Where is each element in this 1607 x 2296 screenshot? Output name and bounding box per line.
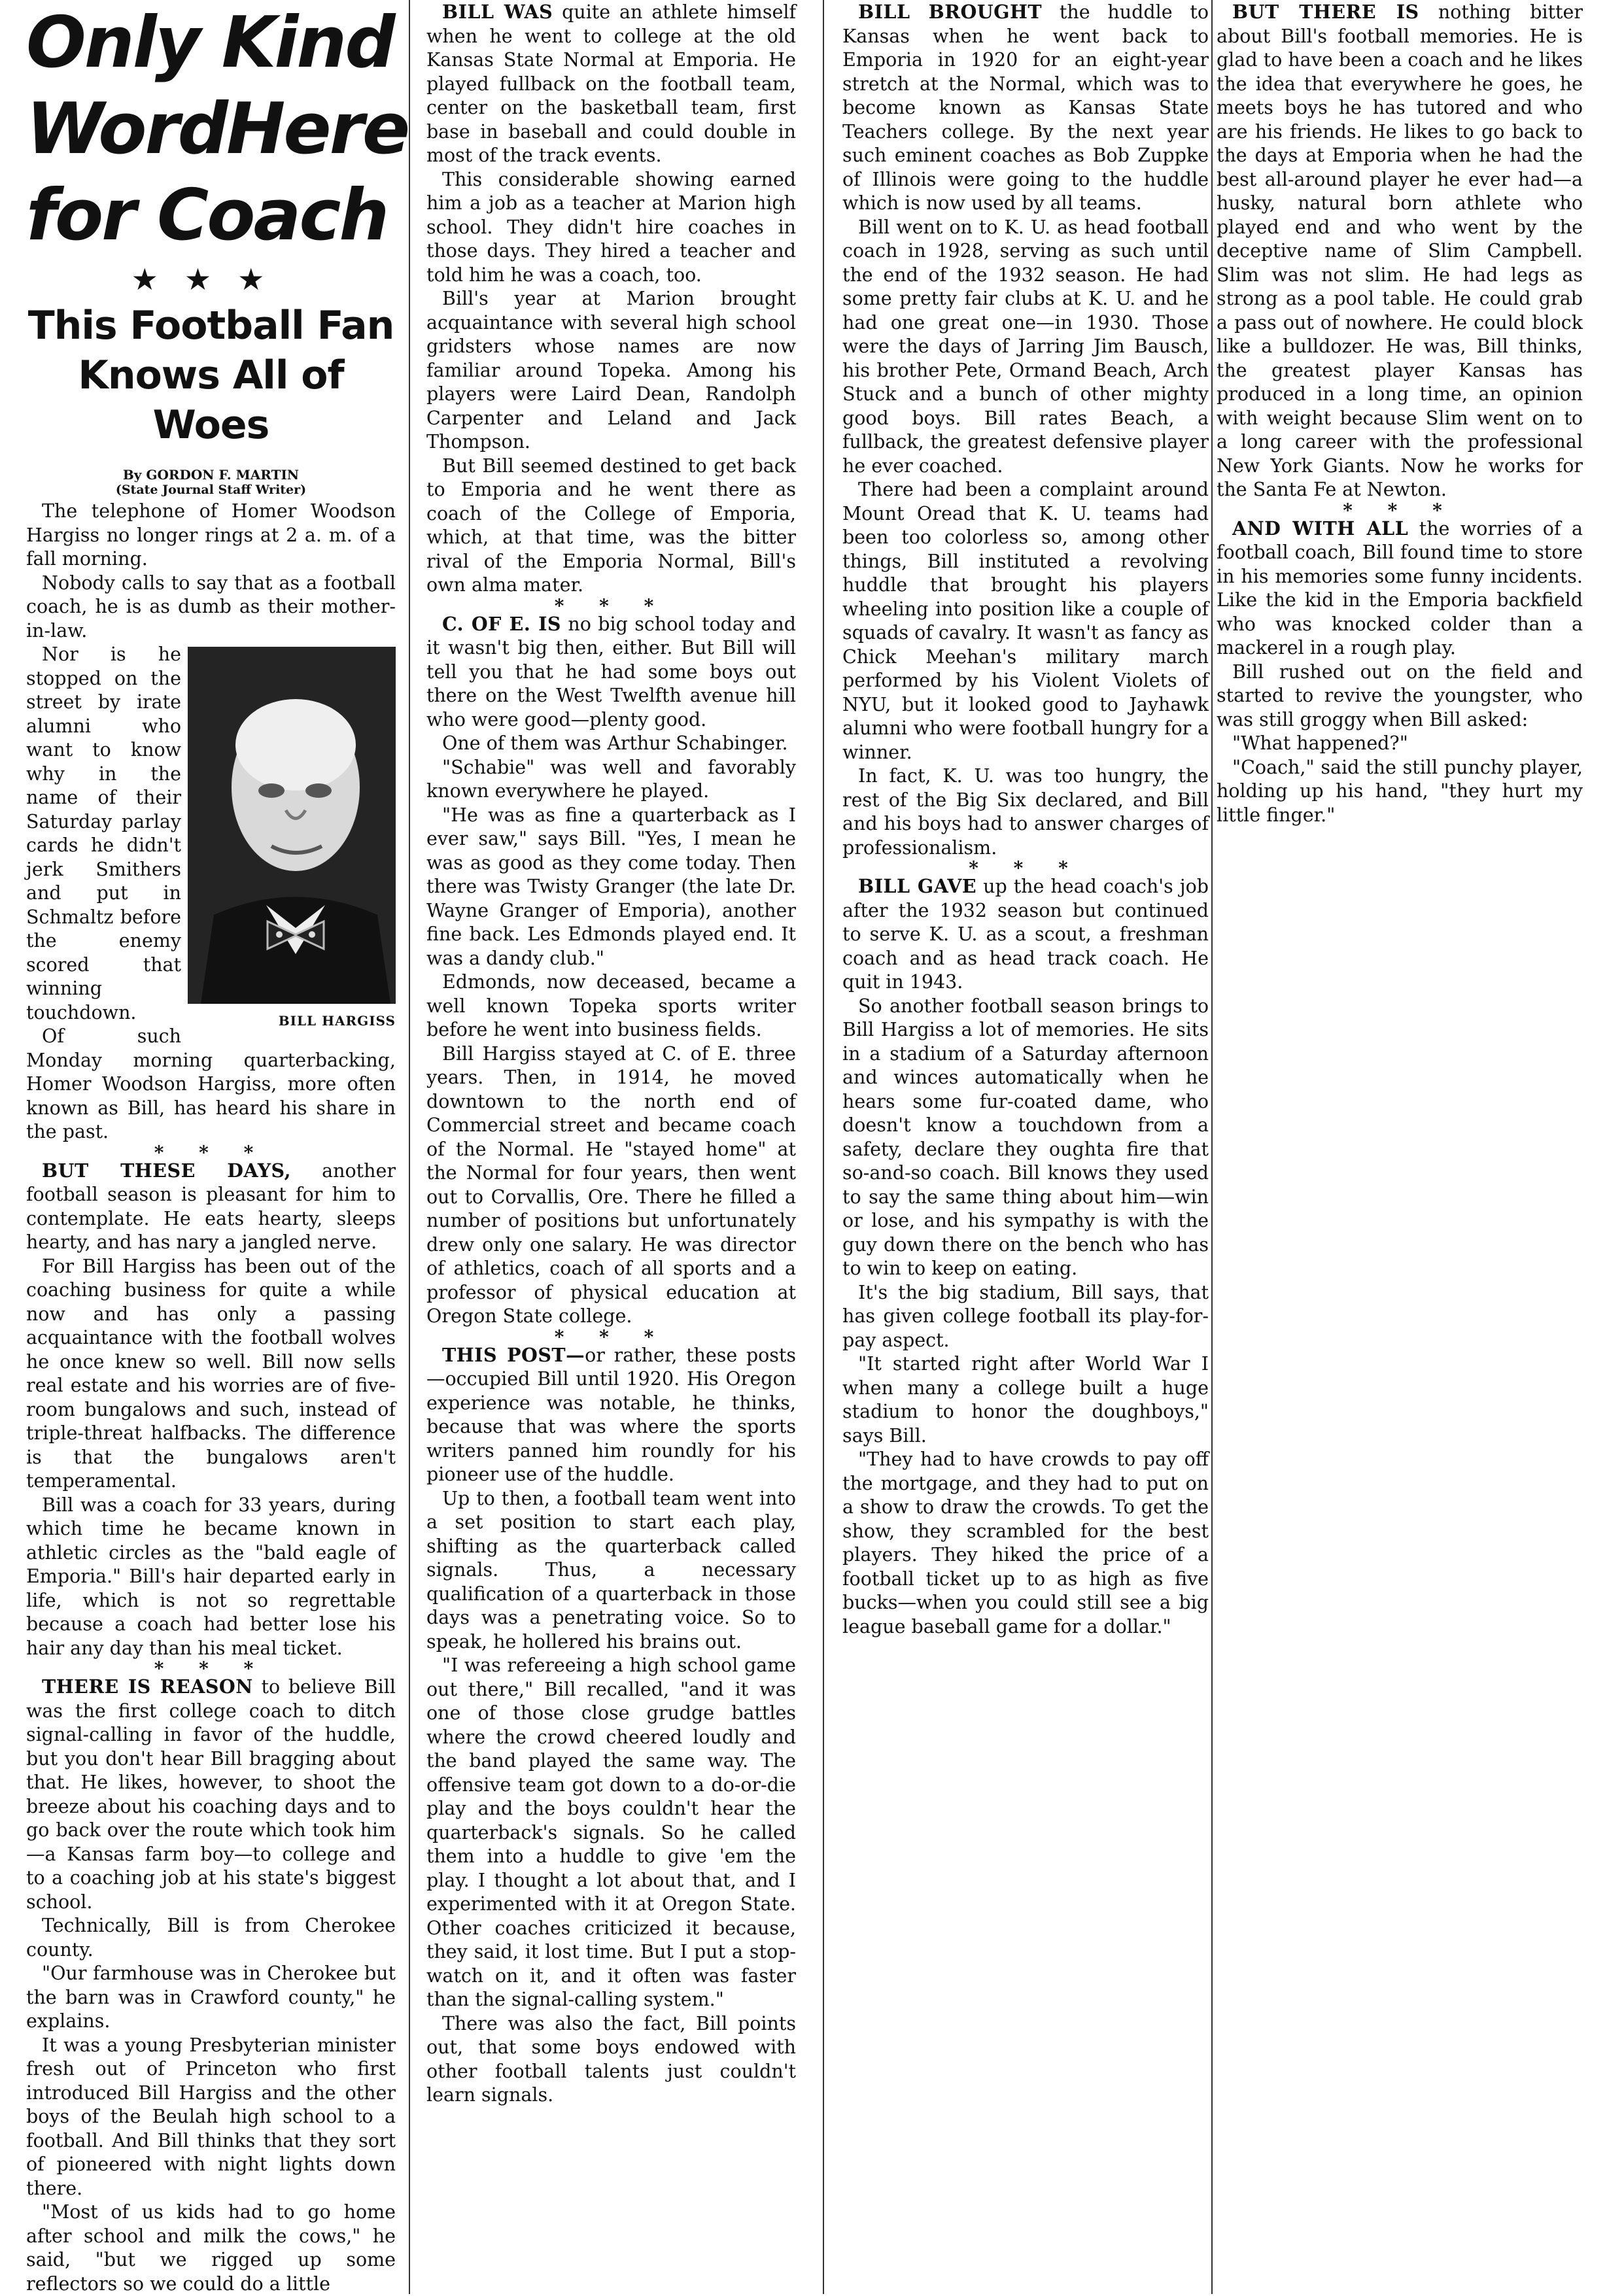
lead-in: C. OF E. IS <box>442 612 561 635</box>
paragraph <box>842 995 1209 1281</box>
lead-in: BUT THESE DAYS, <box>42 1159 292 1182</box>
paragraph <box>426 1654 796 2012</box>
paragraph <box>1217 660 1583 732</box>
article-column-2 <box>426 0 796 2108</box>
paragraph-text: up the head coach's job after the 1932 season but continued to serve K. U. as a scout, a freshman coach and as head track coach. He quit in 1943. <box>842 876 1209 993</box>
section-separator: * * * <box>554 1326 668 1348</box>
section-separator: * * * <box>1343 499 1457 521</box>
paragraph-text: "They had to have crowds to pay off the mortgage, and they had to put on a show to draw the crowds. To get the show, they scrambled for the best players. They hiked the price of a football ticket up to as high as five bucks—when you could still see a big league baseball game for a dollar." <box>842 1448 1209 1637</box>
paragraph-text: "I was refereeing a high school game out there," Bill recalled, "and it was one of those close grudge battles where the crowd cheered loudly and the band played the same way. The offensive team got down to a do-or-die play and the boys couldn't hear the quarterback's signals. So he called them into a huddle to give 'em the play. I thought a lot about that, and I experimented with it at Oregon State. Other coaches criticized it because, they said, it lost time. But I put a stop-watch on it, and it often was faster than the signal-calling system." <box>426 1654 796 2010</box>
paragraph <box>842 216 1209 479</box>
paragraph-text: In fact, K. U. was too hungry, the rest of the Big Six declared, and Bill and his boys had to answer charges of professionalism. <box>842 765 1209 859</box>
paragraph-text: quite an athlete himself when he went to college at the old Kansas State Normal at Emporia. He played fullback on the football team, center on the basketball team, first base in baseball and could double in most of the track events. <box>426 1 796 166</box>
paragraph <box>26 572 396 643</box>
paragraph <box>26 1675 396 1914</box>
column-1-body <box>26 500 396 2296</box>
paragraph <box>426 1042 796 1329</box>
paragraph <box>426 732 796 756</box>
lead-in: BUT THERE IS <box>1232 1 1419 23</box>
paragraph <box>842 1352 1209 1448</box>
paragraph-text: Up to then, a football team went into a set position to start each play, shifting as the quarterback called signals. Thus, a necessary qualification of a quarterback in those days was a penetrating voice. So to speak, he hollered his brains out. <box>426 1487 796 1653</box>
column-4-body <box>1217 0 1583 827</box>
photo-caption: BILL HARGISS <box>278 1013 396 1029</box>
headline-line: Only Kind <box>26 2 394 84</box>
paragraph-text: It's the big stadium, Bill says, that has given college football its play-for-pay aspect. <box>842 1281 1209 1351</box>
paragraph <box>426 2012 796 2108</box>
paragraph <box>26 1494 396 1661</box>
paragraph <box>26 500 396 572</box>
lead-in: THIS POST— <box>442 1343 585 1366</box>
section-separator: * * * <box>154 1141 268 1163</box>
paragraph <box>426 287 796 454</box>
lead-in: BILL BROUGHT <box>858 1 1043 23</box>
headline-stars: ★★★ <box>131 262 291 297</box>
paragraph-text: So another football season brings to Bill Hargiss a lot of memories. He sits in a stadium of a Saturday afternoon and winces automatically when he hears some fur-coated dame, who doesn't know a touchdown from a safety, declare they oughta fire that so-and-so coach. Bill knows they used to say the same thing about him—win or lose, and his sympathy is with the guy down there on the bench who has to win to keep on eating. <box>842 995 1209 1279</box>
paragraph <box>26 1962 396 2034</box>
paragraph <box>26 1914 396 1962</box>
article-column-4 <box>1217 0 1583 827</box>
paragraph-text: the worries of a football coach, Bill found time to store in his memories some funny incidents. Like the kid in the Emporia backfield who was knocked colder than a mackerel in a rough play. <box>1217 517 1583 659</box>
paragraph <box>1217 0 1583 502</box>
paragraph-text: the huddle to Kansas when he went back to Emporia in 1920 for an eight-year stretch at the Normal, which was to become known as Kansas State Teachers college. By the next year such eminent coaches as Bob Zuppke of Illinois were going to the huddle which is now used by all teams. <box>842 1 1209 214</box>
section-separator: * * * <box>554 594 668 617</box>
paragraph <box>842 764 1209 860</box>
column-rule <box>823 0 824 2294</box>
article-column-3 <box>842 0 1209 1639</box>
byline-title: (State Journal Staff Writer) <box>115 483 307 497</box>
paragraph-text: or rather, these posts—occupied Bill until 1920. His Oregon experience was notable, he thinks, because that was where the sports writers panned him roundly for his pioneer use of the huddle. <box>426 1344 796 1485</box>
paragraph-text: Edmonds, now deceased, became a well known Topeka sports writer before he went into business fields. <box>426 971 796 1040</box>
paragraph-text: "Coach," said the still punchy player, holding up his hand, "they hurt my little finger." <box>1217 756 1583 826</box>
paragraph <box>26 1255 396 1494</box>
paragraph <box>1217 732 1583 756</box>
section-separator: * * * <box>154 1658 268 1679</box>
paragraph-text: It was a young Presbyterian minister fresh out of Princeton who first introduced Bill Hargiss and the other boys of the Beulah high school to a football. And Bill thinks that they sort of pioneered with night lights down there. <box>26 2034 396 2199</box>
paragraph-text: Bill's year at Marion brought acquaintance with several high school gridsters whose names are now familiar around Topeka. Among his players were Laird Dean, Randolph Carpenter and Leland and Jack Thompson. <box>426 288 796 453</box>
paragraph <box>26 1025 396 1144</box>
paragraph <box>426 168 796 288</box>
paragraph-text: Bill Hargiss stayed at C. of E. three years. Then, in 1914, he moved downtown to the north end of Commercial street and became coach of the Normal. He "stayed home" at the Normal for four years, then went out to Corvallis, Ore. There he filled a number of positions but unfortunately drew only one salary. He was director of athletics, coach of all sports and a professor of physical education at Oregon State college. <box>426 1042 796 1327</box>
paragraph <box>26 1159 396 1255</box>
paragraph <box>426 756 796 804</box>
paragraph-text: Technically, Bill is from Cherokee county. <box>26 1915 396 1961</box>
lead-in: BILL WAS <box>442 1 553 23</box>
photo-block <box>188 647 396 1033</box>
portrait-image <box>188 647 396 1004</box>
subhead-line: This Football Fan <box>27 303 394 349</box>
paragraph-text: Bill went on to K. U. as head football coach in 1928, serving as such until the end of the 1932 season. He had some pretty fair clubs at K. U. and he had one great one—in 1930. Those were the days of Jarring Jim Bausch, his brother Pete, Ormand Beach, Arch Stuck and a bunch of other mighty good boys. Bill rates Beach, a fullback, the greatest defensive player he ever coached. <box>842 216 1209 477</box>
paragraph <box>426 0 796 168</box>
paragraph-text: "Our farmhouse was in Cherokee but the barn was in Crawford county," he explains. <box>26 1962 396 2032</box>
paragraph <box>426 804 796 971</box>
paragraph-text: no big school today and it wasn't big then, either. But Bill will tell you that he had some boys out there on the West Twelfth avenue hill who were good—plenty good. <box>426 613 796 730</box>
paragraph-text: The telephone of Homer Woodson Hargiss no longer rings at 2 a. m. of a fall morning. <box>26 500 396 570</box>
paragraph-text: This considerable showing earned him a job as a teacher at Marion high school. They didn't hire coaches in those days. They hired a teacher and told him he was a coach, too. <box>426 168 796 286</box>
subhead-line: Knows All of Woes <box>78 352 344 448</box>
paragraph <box>426 1487 796 1654</box>
paragraph-text: Bill was a coach for 33 years, during which time he became known in athletic circles as the "bald eagle of Emporia." Bill's hair departed early in life, which is not so regrettable because a coach had better lose his hair any day than his meal ticket. <box>26 1494 396 1659</box>
paragraph <box>842 0 1209 216</box>
column-rule <box>409 0 410 2294</box>
headline-line: for Coach <box>26 175 388 256</box>
headline-block <box>26 0 409 259</box>
paragraph-text: nothing bitter about Bill's football memories. He is glad to have been a coach and he likes the idea that everywhere he goes, he meets boys he has tutored and who are his friends. He likes to go back to the days at Emporia when he had the best all-around player he ever had—a husky, natural born athlete who played end and who went by the deceptive name of Slim Campbell. Slim was not slim. He had legs as strong as a pool table. He could grab a pass out of nowhere. He could block like a bulldozer. He was, Bill thinks, the greatest player Kansas has produced in a long time, an opinion with weight because Slim went on to a long career with the professional New York Giants. Now he works for the Santa Fe at Newton. <box>1217 1 1583 500</box>
paragraph-text: "He was as fine a quarterback as I ever saw," says Bill. "Yes, I mean he was as good as they come today. Then there was Twisty Granger (the late Dr. Wayne Granger of Emporia), another fine back. Les Edmonds played end. It was a dandy club." <box>426 804 796 969</box>
paragraph-text: But Bill seemed destined to get back to Emporia and he went there as coach of the College of Emporia, which, at that time, was the bitter rival of the Emporia Normal, Bill's own alma mater. <box>426 454 796 596</box>
paragraph-text: There was also the fact, Bill points out, that some boys endowed with other football talents just couldn't learn signals. <box>426 2012 796 2106</box>
paragraph <box>1217 756 1583 828</box>
paragraph-text: Of such Monday morning quarterbacking, Homer Woodson Hargiss, more often known as Bill, has heard his share in the past. <box>26 1025 396 1142</box>
paragraph-text: "It started right after World War I when many a college built a huge stadium to honor the doughboys," says Bill. <box>842 1353 1209 1447</box>
paragraph-text: "Schabie" was well and favorably known everywhere he played. <box>426 756 796 802</box>
paragraph <box>842 1281 1209 1353</box>
column-3-body <box>842 0 1209 1639</box>
paragraph-text: One of them was Arthur Schabinger. <box>442 732 788 754</box>
paragraph-text: Nobody calls to say that as a football coach, he is as dumb as their mother-in-law. <box>26 572 396 642</box>
paragraph <box>842 874 1209 995</box>
paragraph <box>426 612 796 732</box>
portrait-photo <box>188 647 396 1004</box>
paragraph <box>426 1343 796 1487</box>
paragraph-text: another football season is pleasant for him to contemplate. He eats hearty, sleeps hearty, and has nary a jangled nerve. <box>26 1159 396 1253</box>
paragraph <box>26 2201 396 2296</box>
paragraph-text: There had been a complaint around Mount Oread that K. U. teams had been too colorless so, among other things, Bill instituted a revolving huddle that brought his players wheeling into position like a couple of squads of cavalry. It wasn't as fancy as Chick Meehan's military march performed by his Violent Violets of NYU, but it looked good to Jayhawk alumni who were football hungry for a winner. <box>842 479 1209 763</box>
paragraph <box>426 970 796 1042</box>
column-rule <box>1211 0 1213 2294</box>
paragraph-text: "What happened?" <box>1232 732 1408 754</box>
section-separator: * * * <box>969 857 1082 879</box>
headline-line: WordHere <box>26 88 409 170</box>
column-2-body <box>426 0 796 2108</box>
article-column-1 <box>26 0 409 2296</box>
byline: By GORDON F. MARTIN <box>122 467 300 483</box>
paragraph <box>842 478 1209 764</box>
paragraph <box>1217 517 1583 660</box>
paragraph-text: "Most of us kids had to go home after school and milk the cows," he said, "but we rigged up some reflectors so we could do a little <box>26 2201 396 2295</box>
lead-in: AND WITH ALL <box>1232 517 1409 540</box>
lead-in: BILL GAVE <box>858 875 977 897</box>
paragraph-text: to believe Bill was the first college coach to ditch signal-calling in favor of the huddle, but you don't hear Bill bragging about that. He likes, however, to shoot the breeze about his coaching days and to go back over the route which took him—a Kansas farm boy—to college and to a coaching job at his state's biggest school. <box>26 1676 396 1913</box>
paragraph-text: Nor is he stopped on the street by irate alumni who want to know why in the name of their Saturday parlay cards he didn't jerk Smithers and put in Schmaltz before the enemy scored that winning touchdown. <box>26 643 181 1023</box>
paragraph <box>842 1448 1209 1639</box>
paragraph-text: Bill rushed out on the field and started to revive the youngster, who was still groggy when Bill asked: <box>1217 660 1583 730</box>
lead-in: THERE IS REASON <box>42 1675 253 1698</box>
paragraph <box>26 2034 396 2201</box>
paragraph <box>426 454 796 598</box>
paragraph-text: For Bill Hargiss has been out of the coaching business for quite a while now and has only a passing acquaintance with the football wolves he once knew so well. Bill now sells real estate and his worries are of five-room bungalows and such, instead of triple-threat halfbacks. The difference is that the bungalows aren't temperamental. <box>26 1255 396 1492</box>
